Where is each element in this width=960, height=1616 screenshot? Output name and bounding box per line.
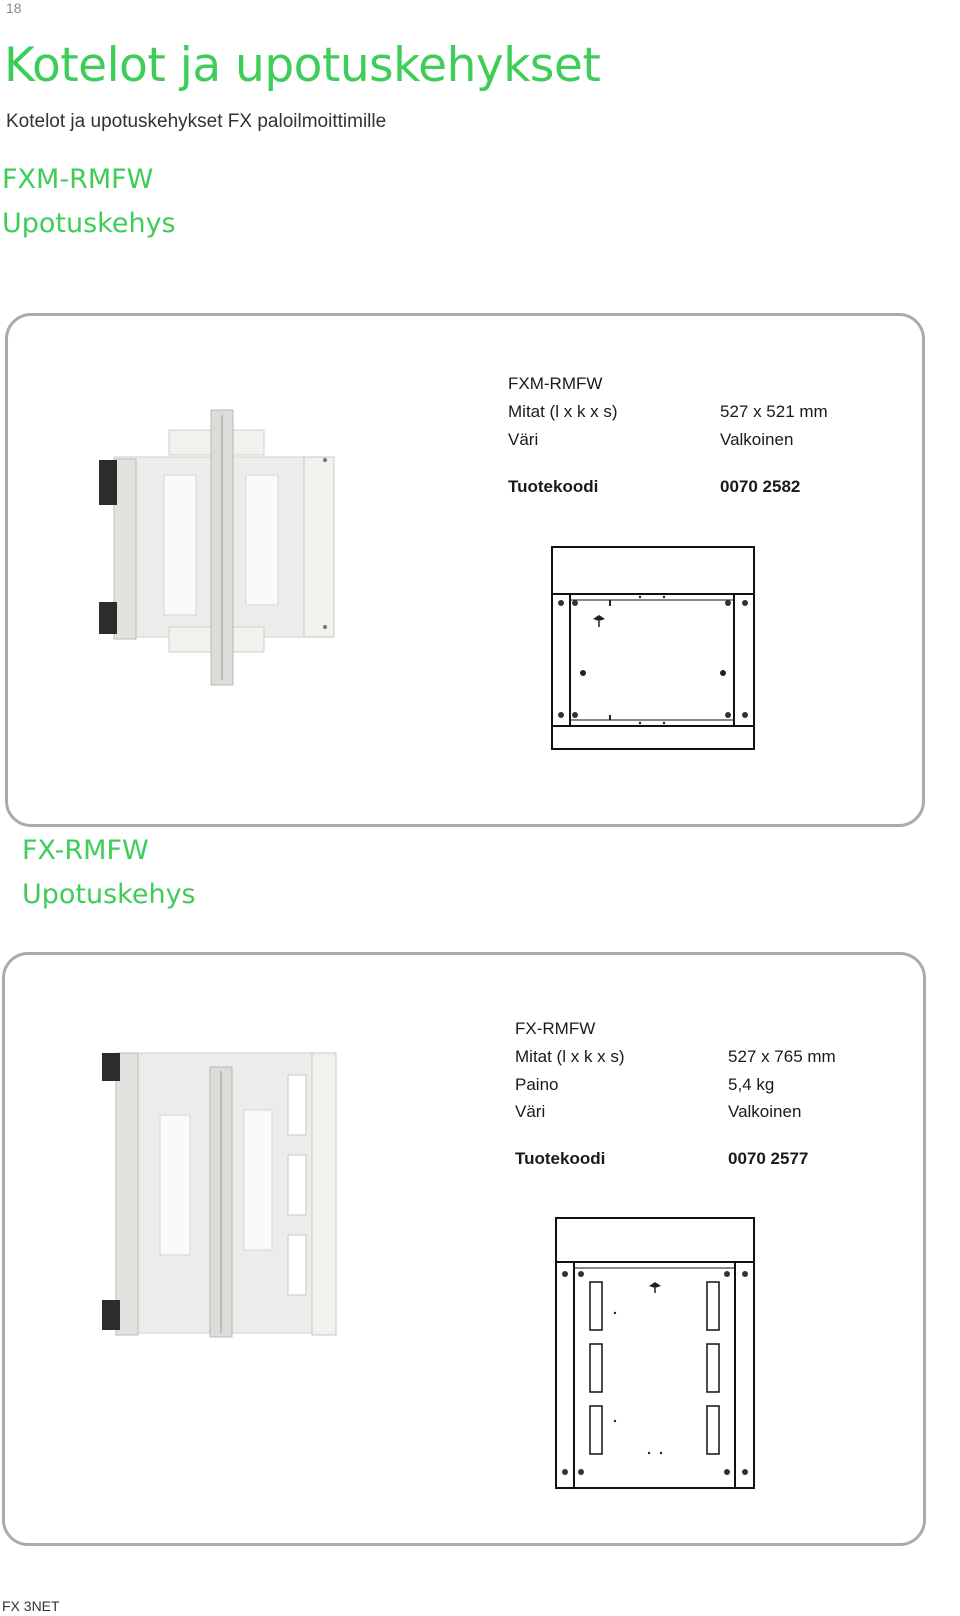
page-number: 18 xyxy=(6,0,22,16)
product-1-code-label: Tuotekoodi xyxy=(508,477,599,496)
product-2-spec-label: Paino xyxy=(515,1075,559,1094)
product-1-spec-value: 527 x 521 mm xyxy=(720,402,828,421)
product-1-spec-value: Valkoinen xyxy=(720,430,794,449)
product-1-code-heading: FXM-RMFW xyxy=(2,164,154,195)
product-2-code-label: Tuotekoodi xyxy=(515,1149,606,1168)
product-2-spec-value: 5,4 kg xyxy=(728,1075,775,1094)
product-2-technical-drawing xyxy=(554,1216,758,1492)
footer-label: FX 3NET xyxy=(2,1598,60,1614)
product-1-spec-label: Väri xyxy=(508,430,539,449)
product-2-spec-title: FX-RMFW xyxy=(515,1019,596,1038)
product-2-spec-value: Valkoinen xyxy=(728,1102,802,1121)
product-1-photo xyxy=(94,405,344,690)
product-1-type-heading: Upotuskehys xyxy=(2,208,176,239)
product-2-photo xyxy=(98,1045,343,1340)
product-2-spec-label: Mitat (l x k x s) xyxy=(515,1047,625,1066)
page-title: Kotelot ja upotuskehykset xyxy=(4,38,601,93)
product-1-spec-title: FXM-RMFW xyxy=(508,374,603,393)
product-2-type-heading: Upotuskehys xyxy=(22,879,196,910)
page-subtitle: Kotelot ja upotuskehykset FX paloilmoittimille xyxy=(6,111,387,132)
product-2-code-value: 0070 2577 xyxy=(728,1149,809,1168)
product-2-spec-value: 527 x 765 mm xyxy=(728,1047,836,1066)
product-1-spec-label: Mitat (l x k x s) xyxy=(508,402,618,421)
product-1-technical-drawing xyxy=(550,545,756,751)
product-1-code-value: 0070 2582 xyxy=(720,477,801,496)
product-2-spec-label: Väri xyxy=(515,1102,546,1121)
product-2-code-heading: FX-RMFW xyxy=(22,835,149,866)
